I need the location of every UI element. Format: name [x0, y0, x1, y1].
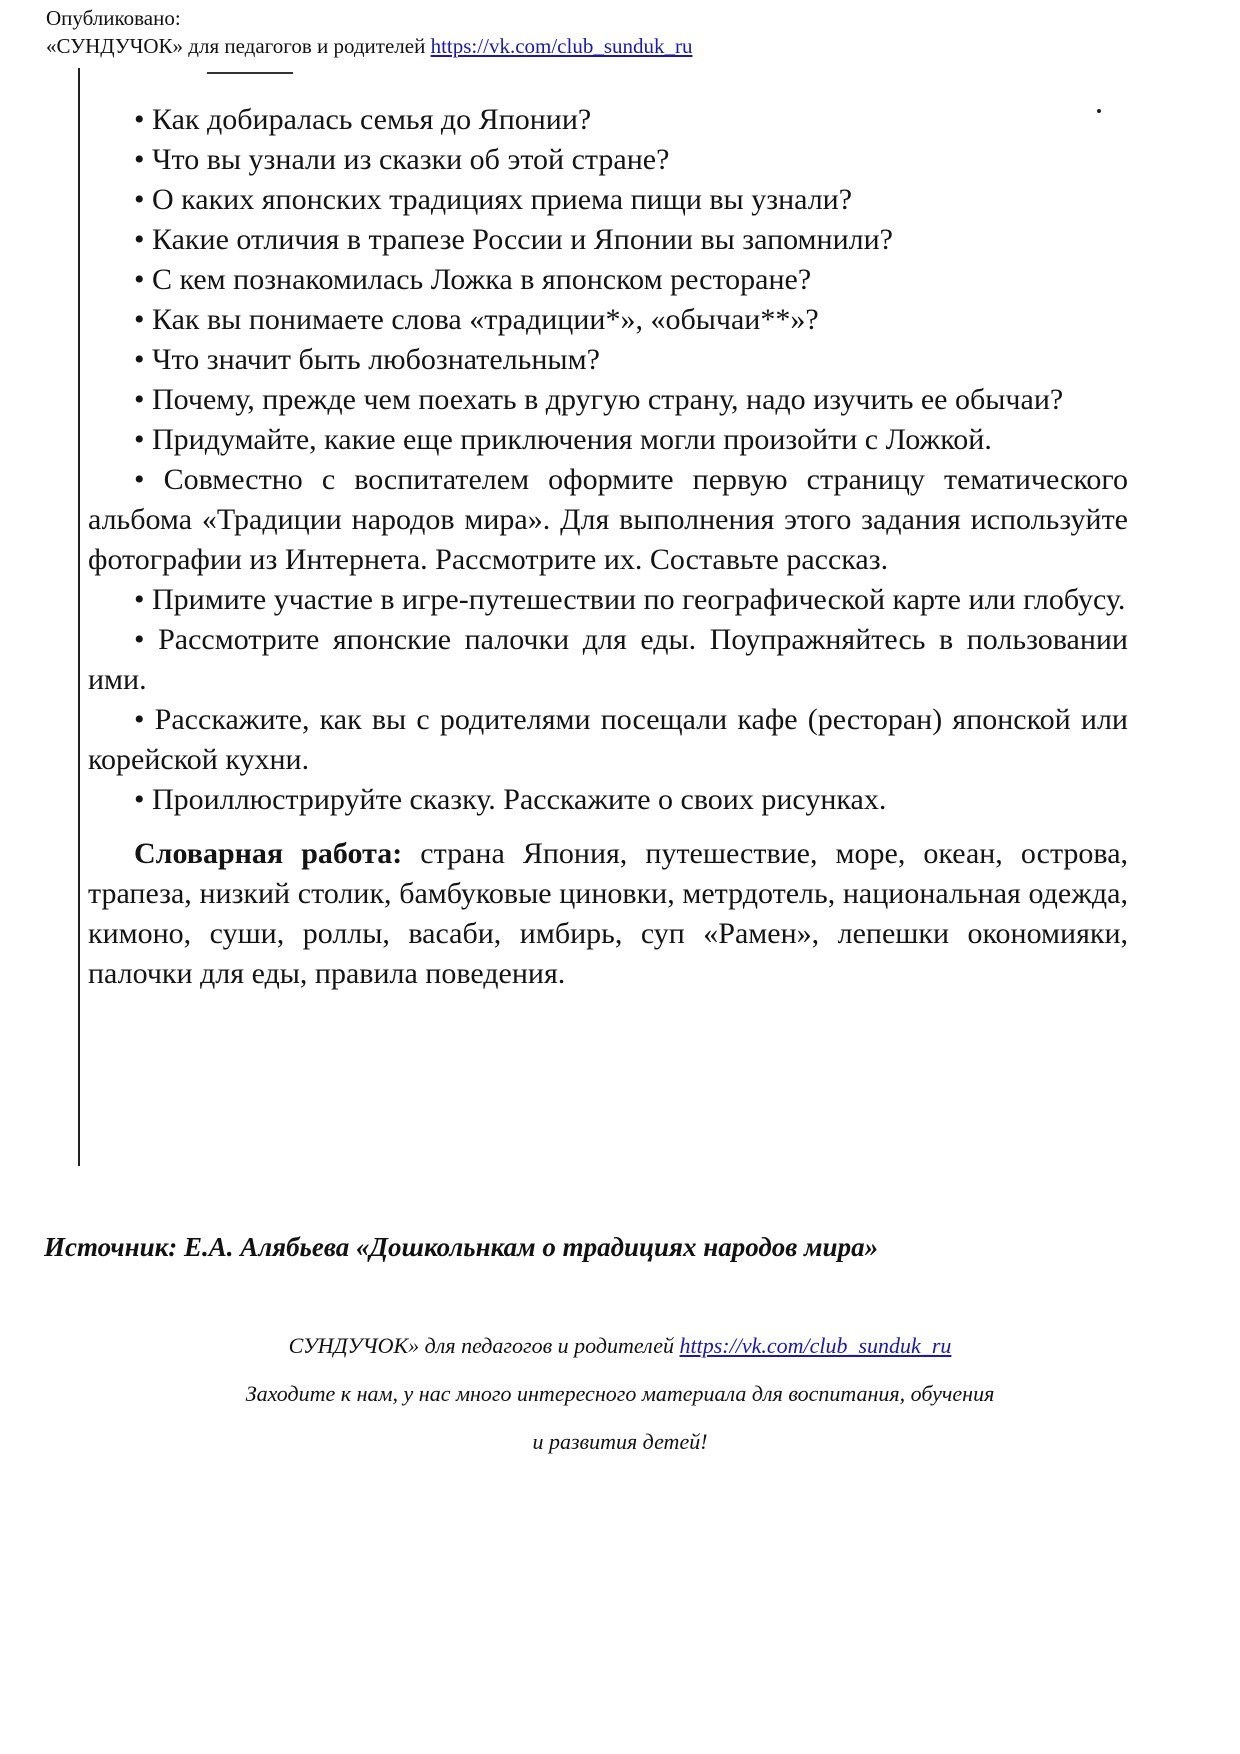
vocabulary-label: Словарная работа: [134, 837, 403, 870]
question-item: • Как добиралась семья до Японии? [134, 103, 592, 136]
published-header [46, 4, 946, 60]
club-name: «СУНДУЧОК» для педагогов и родителей [46, 34, 426, 58]
question-item: • Какие отличия в трапезе России и Японии вы запомнили? [134, 223, 893, 256]
question-item: • С кем познакомилась Ложка в японском ресторане? [134, 263, 812, 296]
question-item: • Как вы понимаете слова «традиции*», «обычаи**»? [134, 303, 819, 336]
footer-club-link[interactable]: https://vk.com/club_sunduk_ru [679, 1333, 952, 1358]
question-item: • Придумайте, какие еще приключения могли произойти с Ложкой. [134, 423, 992, 456]
question-item: • Примите участие в игре-путешествии по географической карте или глобусу. [134, 583, 1126, 616]
scanned-page-text [88, 100, 1128, 994]
question-item: • Проиллюстрируйте сказку. Расскажите о своих рисунках. [134, 783, 887, 816]
question-item: • Рассмотрите японские палочки для еды. Поупражняйтесь в пользовании ими. [88, 623, 1128, 696]
source-citation: Источник: Е.А. Алябьева «Дошкольнкам о традициях народов мира» [44, 1232, 879, 1262]
question-item: • Совместно с воспитателем оформите первую страницу тематического альбома «Традиции народов мира». Для выполнения этого задания используйте фотографии из Интернета. Рассмотрите их. Составьте рассказ. [88, 463, 1128, 576]
question-item: • Расскажите, как вы с родителями посещали кафе (ресторан) японской или корейской кухни. [88, 703, 1128, 776]
scan-margin-line [78, 68, 80, 1166]
question-item: • Что значит быть любознательным? [134, 343, 600, 376]
footer [0, 1332, 1240, 1476]
vocabulary-text: страна Япония, путешествие, море, океан, острова, трапеза, низкий столик, бамбуковые циновки, метрдотель, национальная одежда, кимоно, суши, роллы, васаби, имбирь, суп «Рамен», лепешки окономияки, палочки для еды, правила поведения. [88, 837, 1129, 990]
question-item: • Почему, прежде чем поехать в другую страну, надо изучить ее обычаи? [134, 383, 1064, 416]
footer-club-line [0, 1332, 1240, 1360]
question-item: • О каких японских традициях приема пищи вы узнали? [134, 183, 853, 216]
question-item: • Что вы узнали из сказки об этой стране? [134, 143, 670, 176]
published-club-line [46, 32, 946, 60]
scan-top-dash [207, 72, 293, 74]
footer-club-name: СУНДУЧОК» для педагогов и родителей [288, 1333, 674, 1358]
club-link[interactable]: https://vk.com/club_sunduk_ru [430, 34, 693, 58]
footer-invite-line: Заходите к нам, у нас много интересного материала для воспитания, обучения [245, 1381, 995, 1406]
footer-invite-line-2: и развития детей! [532, 1429, 708, 1454]
vocabulary-paragraph [88, 834, 1128, 994]
published-label: Опубликовано: [46, 6, 181, 30]
